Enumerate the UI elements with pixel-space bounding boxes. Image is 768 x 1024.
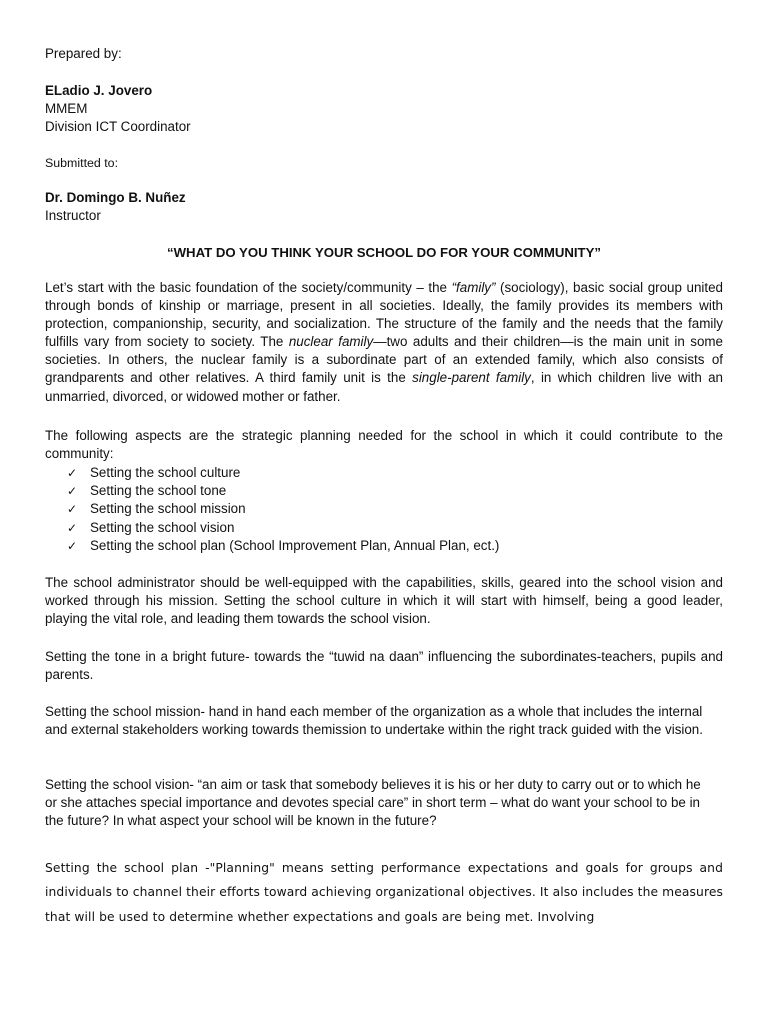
family-term: “family” xyxy=(451,280,496,295)
list-item-label: Setting the school culture xyxy=(90,465,241,480)
list-item-label: Setting the school vision xyxy=(90,519,235,535)
nuclear-family-term: nuclear family xyxy=(288,334,374,350)
intro-paragraph xyxy=(45,279,723,406)
author-position: Division ICT Coordinator xyxy=(45,119,191,134)
plan-text: Setting the school plan -"Planning" means setting performance expectations and goals for groups and individuals to channel their efforts toward achieving organizational objectives. It also includes the measures that will be used to determine whether expectations and goals are being met. Involving xyxy=(45,861,723,924)
essay-title: “WHAT DO YOU THINK YOUR SCHOOL DO FOR YOUR COMMUNITY” xyxy=(167,245,601,260)
plan-paragraph xyxy=(45,856,723,929)
check-icon: ✓ xyxy=(67,502,78,517)
list-item xyxy=(67,519,499,537)
administrator-paragraph: The school administrator should be well-equipped with the capabilities, skills, geared into the school vision and worked through his mission. Setting the school culture in which it will start with himself, being a good leader, playing the vital role, and leading them towards the school vision. xyxy=(45,575,723,627)
single-parent-term: single-parent family xyxy=(412,370,531,386)
aspects-lead: The following aspects are the strategic planning needed for the school in which it could contribute to the community: xyxy=(45,428,723,462)
check-icon: ✓ xyxy=(67,484,78,499)
check-icon: ✓ xyxy=(67,520,78,535)
author-name: ELadio J. Jovero xyxy=(45,83,153,98)
recipient-name: Dr. Domingo B. Nuñez xyxy=(45,190,186,205)
check-icon: ✓ xyxy=(67,538,78,553)
submitted-to-label: Submitted to: xyxy=(45,156,119,170)
vision-paragraph: Setting the school vision- “an aim or task that somebody believes it is his or her duty to carry out or to which he or she attaches special importance and devotes special care” in short term – what do want your school to be in the future? In what aspect your school will be known in the future? xyxy=(45,777,701,829)
prepared-by-label: Prepared by: xyxy=(45,46,122,61)
intro-text-3: —two adults and their children—is the main unit in some societies. In others, the nuclear family is a subordinate part of an extended family, which also consists of grandparents and other relatives. A third family unit is the xyxy=(45,334,723,386)
list-item xyxy=(67,464,499,482)
list-item-label: Setting the school plan (School Improvement Plan, Annual Plan, ect.) xyxy=(90,537,500,553)
check-icon: ✓ xyxy=(67,466,78,480)
tone-paragraph: Setting the tone in a bright future- towards the “tuwid na daan” influencing the subordinates-teachers, pupils and parents. xyxy=(45,649,723,683)
intro-text-2: (sociology), basic social group united through bonds of kinship or marriage, present in all societies. Ideally, the family provides its members with protection, companionship, security, and socialization. The structure of the family and the needs that the family fulfills vary from society to society. The xyxy=(45,280,723,350)
author-degree: MMEM xyxy=(45,101,88,116)
list-item xyxy=(67,500,499,518)
list-item-label: Setting the school tone xyxy=(90,483,227,499)
intro-text-1: Let’s start with the basic foundation of the society/community – the xyxy=(45,280,452,295)
list-item xyxy=(67,482,499,500)
recipient-position: Instructor xyxy=(45,208,101,223)
aspects-list xyxy=(67,464,499,555)
intro-text-4: , in which children live with an unmarried, divorced, or widowed mother or father. xyxy=(45,370,724,404)
list-item-label: Setting the school mission xyxy=(90,501,246,517)
list-item xyxy=(67,537,499,555)
mission-paragraph: Setting the school mission- hand in hand each member of the organization as a whole that includes the internal and external stakeholders working towards themission to undertake within the right track guided with the vision. xyxy=(45,704,703,738)
